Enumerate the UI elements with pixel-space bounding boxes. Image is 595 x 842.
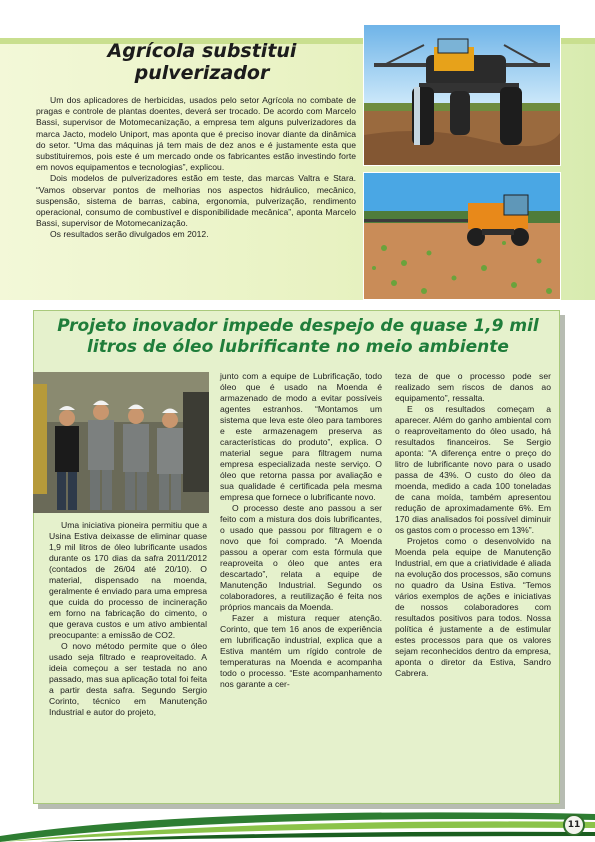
article2-paragraph: O novo método permite que o óleo usado seja filtrado e reaproveitado. A ideia começou a ser testada no ano passado, mas sua aplicação total foi feita a partir desta safra. Segundo Sergio Corinto, técnico em Manutenção Industrial e autor do projeto, xyxy=(49,641,207,717)
article2-paragraph: junto com a equipe de Lubrificação, todo óleo que é usado na Moenda é armazenado de modo a evitar possíveis agentes estranhos. “Montamos um sistema que leva este óleo para tambores e este armazenagem preserva as características do produto”, explica. O material segue para filtragem numa empresa especializada neste serviço. O óleo que retorna passa por avaliação e sua qualidade é certificada pela mesma empresa que fornece o lubrificante novo. xyxy=(220,371,382,502)
sprayer-illustration-1 xyxy=(364,25,560,165)
workers-illustration xyxy=(33,372,209,513)
page-number: 11 xyxy=(563,814,585,836)
article1-body xyxy=(36,95,356,241)
article2-paragraph: Fazer a mistura requer atenção. Corinto, que tem 16 anos de experiência em lubrificação industrial, explica que a Estiva mantém um rígido controle de temperaturas na Moenda e acompanha todo o processo. “Este acompanhamento nos garante a cer- xyxy=(220,613,382,689)
sprayer-photo-2 xyxy=(363,172,561,300)
article1-title: Agrícola substitui pulverizador xyxy=(107,40,297,84)
article2-paragraph: E os resultados começam a aparecer. Além do ganho ambiental com o reaproveitamento do óleo usado, há resultados financeiros. Se Sergio aponta: “A diferença entre o preço do litro de lubrificante novo para o usado passa de 43%. O custo do óleo da moenda, medido a cada 100 toneladas de cana moída, também apresentou redução de aproximadamente 6%. Em 170 dias analisados foi possível diminuir os gastos com o processo em 13%”. xyxy=(395,404,551,535)
sprayer-photo-1 xyxy=(363,24,561,166)
article1-paragraph: Dois modelos de pulverizadores estão em teste, das marcas Valtra e Stara. “Vamos observar pontos de melhorias nos aspectos hidráulico, mecânico, suspensão, sistema de barras, cabina, ergonomia, pulverização, rendimento operacional, consumo de combustível e disponibilidade mecânica”, aponta Marcelo Bassi, supervisor de Motomecanização. xyxy=(36,173,356,229)
article2-column-2 xyxy=(220,371,382,690)
article2-paragraph: Uma iniciativa pioneira permitiu que a Usina Estiva deixasse de eliminar quase 1,9 mil litros de óleo lubrificante usados durante os 170 dias da safra 2011/2012 (contados de 26/04 até 20/10). O material, dispensado na moenda, geralmente é enviado para uma empresa que cuida do processo de incineração em forno na fabricação do cimento, o que gerava custos e um ativo ambiental preocupante: a emissão de CO2. xyxy=(49,520,207,640)
workers-photo xyxy=(33,372,209,513)
article2-column-1 xyxy=(49,520,207,718)
footer-wave-decoration xyxy=(0,800,595,842)
article2-paragraph: Projetos como o desenvolvido na Moenda pela equipe de Manutenção Industrial, em que a criatividade é aliada na evolução dos processos, são comuns no quadro da Usina Estiva. “Temos vários exemplos de ações e iniciativas de nossos colaboradores com resultados positivos para todos. Nossa política é justamente a de estimular estes processos para que os valores sejam reconhecidos dentro da empresa, aponta o diretor da Estiva, Sandro Cabrera. xyxy=(395,536,551,678)
article1-paragraph: Um dos aplicadores de herbicidas, usados pelo setor Agrícola no combate de pragas e controle de plantas doentes, deverá ser trocado. De acordo com Marcelo Bassi, supervisor de Motomecanização, a empresa tem alguns pulverizadores da marca Jacto, modelo Uniport, mas aponta que é preciso inovar diante da dinâmica do setor. “Uma das máquinas já tem mais de dez anos e é justamente esta que substituiremos, pois este é um mercado onde os fabricantes estão investindo forte em novos equipamentos e tecnologias”, explicou. xyxy=(36,95,356,173)
article2-title: Projeto inovador impede despejo de quase 1,9 mil litros de óleo lubrificante no meio ambiente xyxy=(57,316,539,357)
sprayer-illustration-2 xyxy=(364,173,560,299)
article1-paragraph: Os resultados serão divulgados em 2012. xyxy=(50,229,209,240)
article2-paragraph: O processo deste ano passou a ser feito com a mistura dos dois lubrificantes, o usado que passou por filtragem e o novo que foi comprado. “A Moenda passou a operar com esta fórmula que reaproveita o óleo que antes era descartado”, relata a equipe de Manutenção Industrial. Segundo os colaboradores, a reutilização é feita nos próprios mancais da Moenda. xyxy=(220,503,382,612)
article2-column-3 xyxy=(395,371,551,679)
article2-paragraph: teza de que o processo pode ser realizado sem riscos de danos ao equipamento”, ressalta. xyxy=(395,371,551,403)
